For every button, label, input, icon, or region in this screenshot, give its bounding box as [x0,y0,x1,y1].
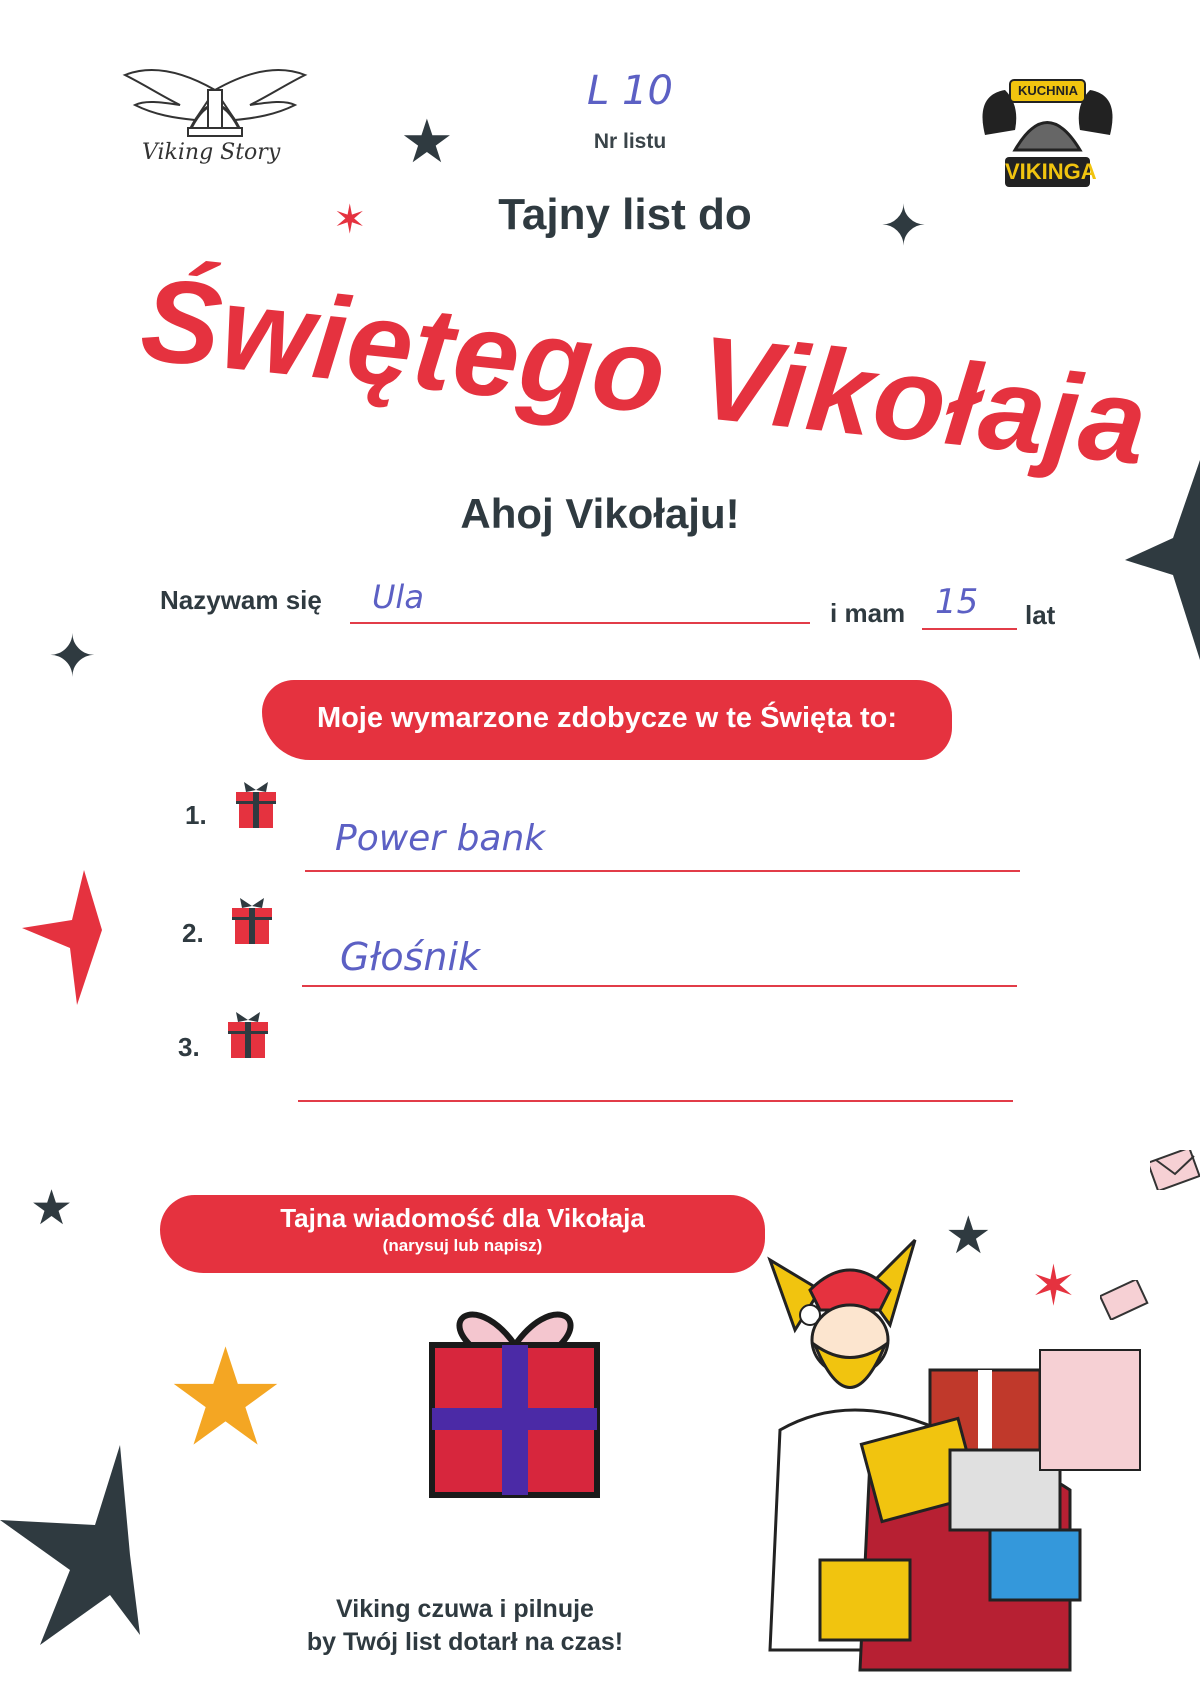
wish-number-1: 1. [185,800,207,830]
wish-value-1: Power bank [335,818,546,859]
gift-icon [228,896,276,944]
message-header-text: Tajna wiadomość dla Vikołaja [280,1203,645,1233]
wishlist-header [262,680,952,760]
drawn-gift-icon [420,1290,610,1500]
age-unit: lat [1025,600,1056,630]
vikinga-text: VIKINGA [1005,159,1097,184]
message-subheader-text: (narysuj lub napisz) [382,1236,543,1255]
wishlist-header-text: Moje wymarzone zdobycze w te Święta to: [316,702,898,734]
star-icon: ★ [165,1322,287,1473]
star-icon: ✦ [880,194,927,257]
kuchnia-text: KUCHNIA [1018,83,1078,98]
name-line [350,622,810,624]
wish-line-3 [298,1100,1013,1102]
star-icon: ★ [945,1207,992,1265]
star-shape-icon [0,1445,140,1645]
wish-value-2: Głośnik [340,935,481,979]
wish-number-2: 2. [182,918,204,948]
santa-viking-illustration [740,1230,1180,1690]
star-icon: ✦ [48,624,97,689]
footer-line-2: by Twój list dotarł na czas! [306,1628,624,1656]
letter-number-value: L 10 [587,68,673,114]
envelope-icon [1150,1150,1200,1190]
winged-helmet-icon [120,60,310,150]
message-header [160,1195,765,1273]
wish-line-2 [302,985,1017,987]
title-small: Tajny list do [498,190,752,239]
name-value: Ula [372,578,424,616]
age-value: 15 [935,582,979,622]
wish-number-3: 3. [178,1032,200,1062]
age-line [922,628,1017,630]
star-shape-icon [22,870,102,1005]
viking-story-logo [120,60,310,180]
star-icon: ✶ [333,198,367,242]
greeting: Ahoj Vikołaju! [460,490,740,537]
star-icon: ★ [400,108,454,175]
star-shape-icon [1125,460,1200,660]
gift-icon [224,1010,272,1058]
gift-icon [232,780,280,828]
star-icon: ✶ [1030,1254,1077,1317]
viking-story-logo-text: Viking Story [142,140,281,165]
kuchnia-vikinga-logo [975,75,1120,190]
wish-line-1 [305,870,1020,872]
title-big: Świętego Vikołaja [135,253,1154,491]
star-icon: ★ [30,1182,74,1235]
footer-line-1: Viking czuwa i pilnuje [336,1595,594,1623]
letter-number-label: Nr listu [593,130,667,153]
name-label: Nazywam się [160,585,322,615]
age-label: i mam [830,598,906,628]
